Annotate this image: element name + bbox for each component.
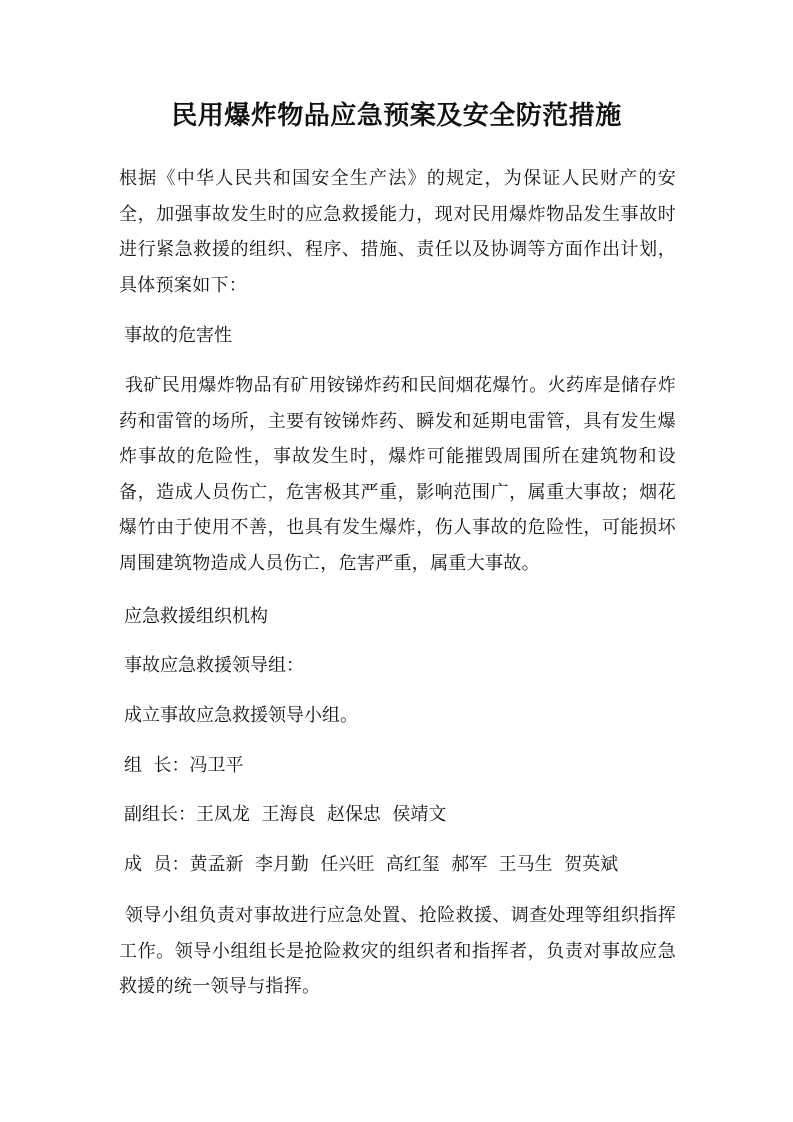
leader-line: 组 长：冯卫平 — [124, 755, 244, 776]
members-line: 成 员：黄孟新 李月勤 任兴旺 高红玺 郝军 王马生 贺英斌 — [124, 854, 619, 875]
document-title: 民用爆炸物品应急预案及安全防范措施 — [171, 101, 622, 131]
duties-paragraph: 领导小组负责对事故进行应急处置、抢险救援、调查处理等组织指挥工作。领导小组组长是抢险救灾的组织者和指挥者，负责对事故应急救援的统一领导与指挥。 — [119, 905, 676, 997]
leadership-group-setup: 成立事故应急救援领导小组。 — [124, 705, 358, 726]
hazard-heading: 事故的危害性 — [124, 325, 232, 346]
leadership-group-heading: 事故应急救援领导组： — [124, 655, 304, 676]
organization-heading: 应急救援组织机构 — [124, 606, 268, 627]
hazard-paragraph: 我矿民用爆炸物品有矿用铵锑炸药和民间烟花爆竹。火药库是储存炸药和雷管的场所，主要有铵锑炸药、瞬发和延期电雷管，具有发生爆炸事故的危险性，事故发生时，爆炸可能摧毁周围所在建筑物和设备，造成人员伤亡，危害极其严重，影响范围广，属重大事故；烟花爆竹由于使用不善，也具有发生爆炸，伤人事故的危险性，可能损坏周围建筑物造成人员伤亡，危害严重，属重大事故。 — [119, 375, 676, 574]
intro-paragraph: 根据《中华人民共和国安全生产法》的规定，为保证人民财产的安全，加强事故发生时的应急救援能力，现对民用爆炸物品发生事故时进行紧急救援的组织、程序、措施、责任以及协调等方面作出计划，具体预案如下： — [119, 168, 676, 296]
deputy-leaders-line: 副组长：王凤龙 王海良 赵保忠 侯靖文 — [124, 804, 447, 825]
